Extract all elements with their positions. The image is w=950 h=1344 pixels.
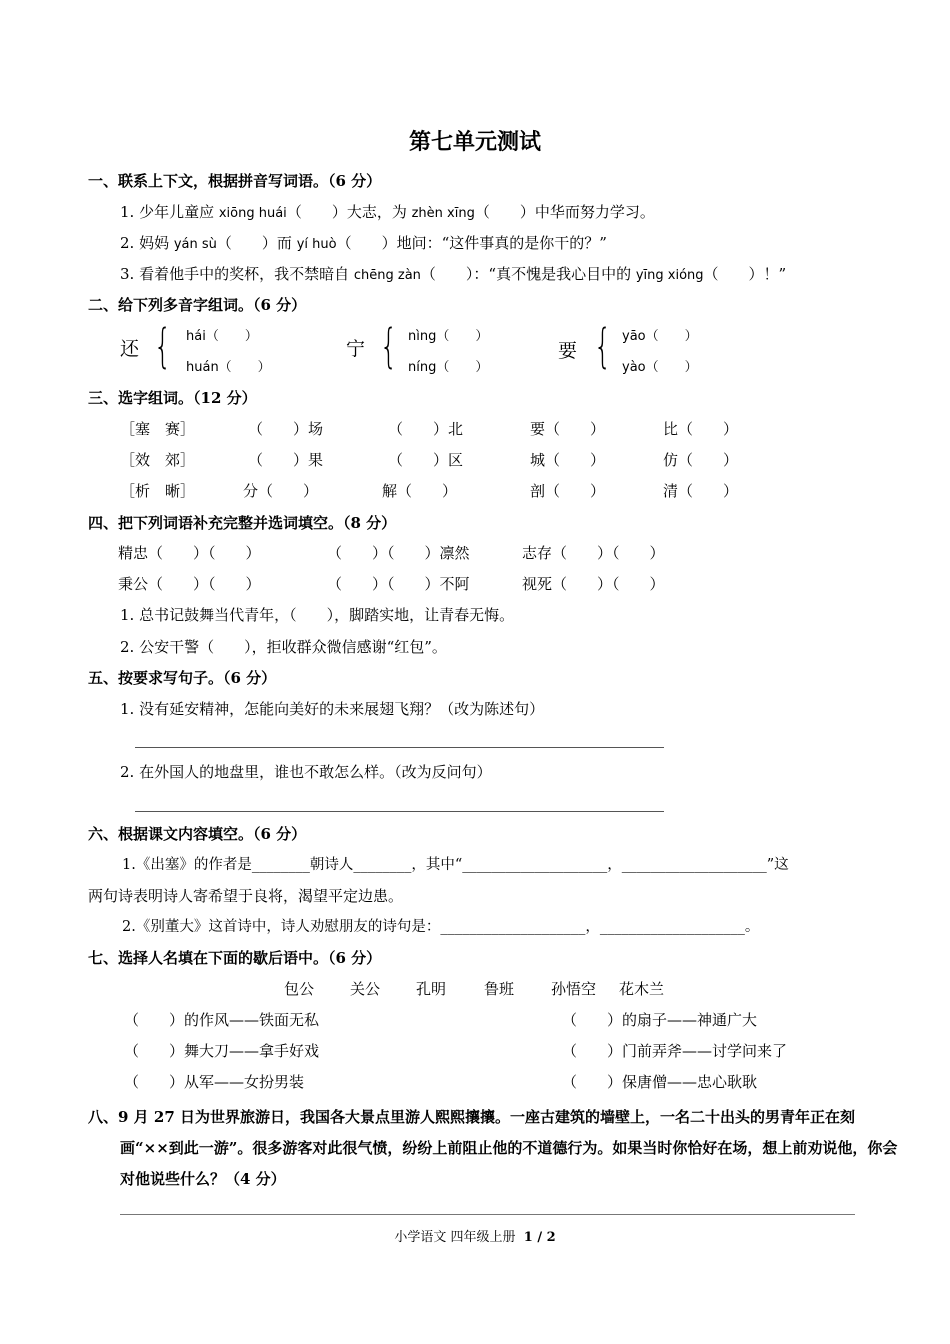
q-text: （ ）而 — [216, 234, 297, 252]
s3-cell: （ ）场 — [248, 420, 324, 438]
page-footer — [0, 1228, 950, 1248]
name-option: 花木兰 — [619, 980, 665, 998]
s6-question-1: 1.《出塞》的作者是________朝诗人________，其中“____________________，____________________”这 — [122, 857, 789, 873]
section-7-heading: 七、选择人名填在下面的歇后语中。（6 分） — [88, 949, 382, 967]
idiom-blank: （ ）（ ）凛然 — [327, 544, 470, 562]
s3-cell: 城（ ） — [530, 451, 606, 469]
s6-question-2: 2.《别董大》这首诗中，诗人劝慰朋友的诗句是：____________________，____________________。 — [122, 919, 760, 935]
brace-icon: { — [379, 319, 398, 373]
q-text: （ ）中华而努力学习。 — [474, 203, 655, 221]
xiehouyu-item: （ ）门前弄斧——讨学问来了 — [562, 1042, 788, 1060]
xiehouyu-item: （ ）的作风——铁面无私 — [124, 1011, 320, 1029]
s4-question-1: 1. 总书记鼓舞当代青年，（ ），脚踏实地，让青春无悔。 — [120, 606, 515, 624]
s3-cell: （ ）果 — [248, 451, 324, 469]
s1-question-2 — [120, 233, 607, 255]
s3-cell: 解（ ） — [382, 482, 458, 500]
s5-question-2: 2. 在外国人的地盘里，谁也不敢怎么样。（改为反问句） — [120, 763, 492, 781]
section-5-heading: 五、按要求写句子。（6 分） — [88, 669, 277, 687]
pinyin: yí huò — [296, 237, 337, 252]
polyphone-top: hái（ ） — [186, 329, 258, 344]
polyphone-char: 宁 — [346, 338, 366, 360]
brace-icon: { — [593, 319, 612, 373]
name-option: 鲁班 — [484, 980, 515, 998]
s3-row-2-label: ［效 郊］ — [120, 451, 196, 469]
idiom-blank: 秉公（ ）（ ） — [118, 575, 261, 593]
name-option: 孙悟空 — [551, 980, 597, 998]
polyphone-bottom: yào（ ） — [622, 360, 698, 375]
answer-line — [135, 747, 664, 748]
s3-row-3-label: ［析 晰］ — [120, 482, 196, 500]
s3-cell: （ ）区 — [388, 451, 464, 469]
footer-subject: 小学语文 四年级上册 — [394, 1230, 516, 1245]
q-text: （ ）地问：“这件事真的是你干的？” — [336, 234, 607, 252]
name-option: 包公 — [284, 980, 315, 998]
idiom-blank: （ ）（ ）不阿 — [327, 575, 470, 593]
q-text: 1. 少年儿童应 — [120, 203, 219, 221]
s3-cell: 分（ ） — [243, 482, 319, 500]
answer-line — [135, 811, 664, 812]
q-text: （ ）大志，为 — [286, 203, 412, 221]
idiom-blank: 志存（ ）（ ） — [522, 544, 665, 562]
s1-question-1 — [120, 202, 655, 224]
section-2-heading: 二、给下列多音字组词。（6 分） — [88, 296, 307, 314]
xiehouyu-item: （ ）舞大刀——拿手好戏 — [124, 1042, 320, 1060]
pinyin: chēng zàn — [353, 268, 421, 283]
pinyin: yán sù — [173, 237, 217, 252]
xiehouyu-item: （ ）保唐僧——忠心耿耿 — [562, 1073, 758, 1091]
pinyin: zhèn xīng — [411, 206, 475, 221]
section-8-text: 八、9 月 27 日为世界旅游日，我国各大景点里游人熙熙攘攘。一座古建筑的墙壁上，一名二十出头的男青年正在刻画“××到此一游”。很多游客对此很气愤，纷纷上前阻止他的不道德行为。如果当时你恰好在场，想上前劝说他，你会对他说些什么？（4 分） — [88, 1108, 898, 1188]
polyphone-top: yāo（ ） — [622, 329, 698, 344]
s4-question-2: 2. 公安干警（ ），拒收群众微信感谢“红包”。 — [120, 638, 447, 656]
s5-question-1: 1. 没有延安精神，怎能向美好的未来展翅飞翔？（改为陈述句） — [120, 700, 545, 718]
s3-cell: 比（ ） — [663, 420, 739, 438]
idiom-blank: 视死（ ）（ ） — [522, 575, 665, 593]
page-number: 1 / 2 — [523, 1230, 556, 1245]
polyphone-char: 还 — [120, 338, 140, 360]
s3-cell: 要（ ） — [530, 420, 606, 438]
idiom-blank: 精忠（ ）（ ） — [118, 544, 261, 562]
xiehouyu-item: （ ）从军——女扮男装 — [124, 1073, 305, 1091]
polyphone-top: nìng（ ） — [408, 329, 489, 344]
q-text: （ ）：“真不愧是我心目中的 — [420, 265, 636, 283]
section-3-heading: 三、选字组词。（12 分） — [88, 389, 257, 407]
name-option: 关公 — [350, 980, 381, 998]
polyphone-bottom: níng（ ） — [408, 360, 489, 375]
s1-question-3 — [120, 264, 786, 286]
section-6-heading: 六、根据课文内容填空。（6 分） — [88, 825, 307, 843]
s3-cell: （ ）北 — [388, 420, 464, 438]
section-4-heading: 四、把下列词语补充完整并选词填空。（8 分） — [88, 514, 397, 532]
pinyin: yīng xióng — [635, 268, 704, 283]
xiehouyu-item: （ ）的扇子——神通广大 — [562, 1011, 758, 1029]
polyphone-bottom: huán（ ） — [186, 360, 271, 375]
name-option: 孔明 — [416, 980, 447, 998]
s3-cell: 剖（ ） — [530, 482, 606, 500]
brace-icon: { — [153, 319, 172, 373]
s6-question-1-cont: 两句诗表明诗人寄希望于良将，渴望平定边患。 — [88, 887, 404, 905]
s3-cell: 清（ ） — [663, 482, 739, 500]
polyphone-char: 要 — [558, 340, 578, 362]
answer-line — [120, 1214, 855, 1215]
pinyin: xiōng huái — [218, 206, 287, 221]
s3-row-1-label: ［塞 赛］ — [120, 420, 196, 438]
q-text: （ ）！” — [703, 265, 787, 283]
s3-cell: 仿（ ） — [663, 451, 739, 469]
q-text: 2. 妈妈 — [120, 234, 174, 252]
q-text: 3. 看着他手中的奖杯，我不禁暗自 — [120, 265, 354, 283]
page-title: 第七单元测试 — [408, 129, 541, 155]
section-1-heading: 一、联系上下文，根据拼音写词语。（6 分） — [88, 172, 382, 190]
